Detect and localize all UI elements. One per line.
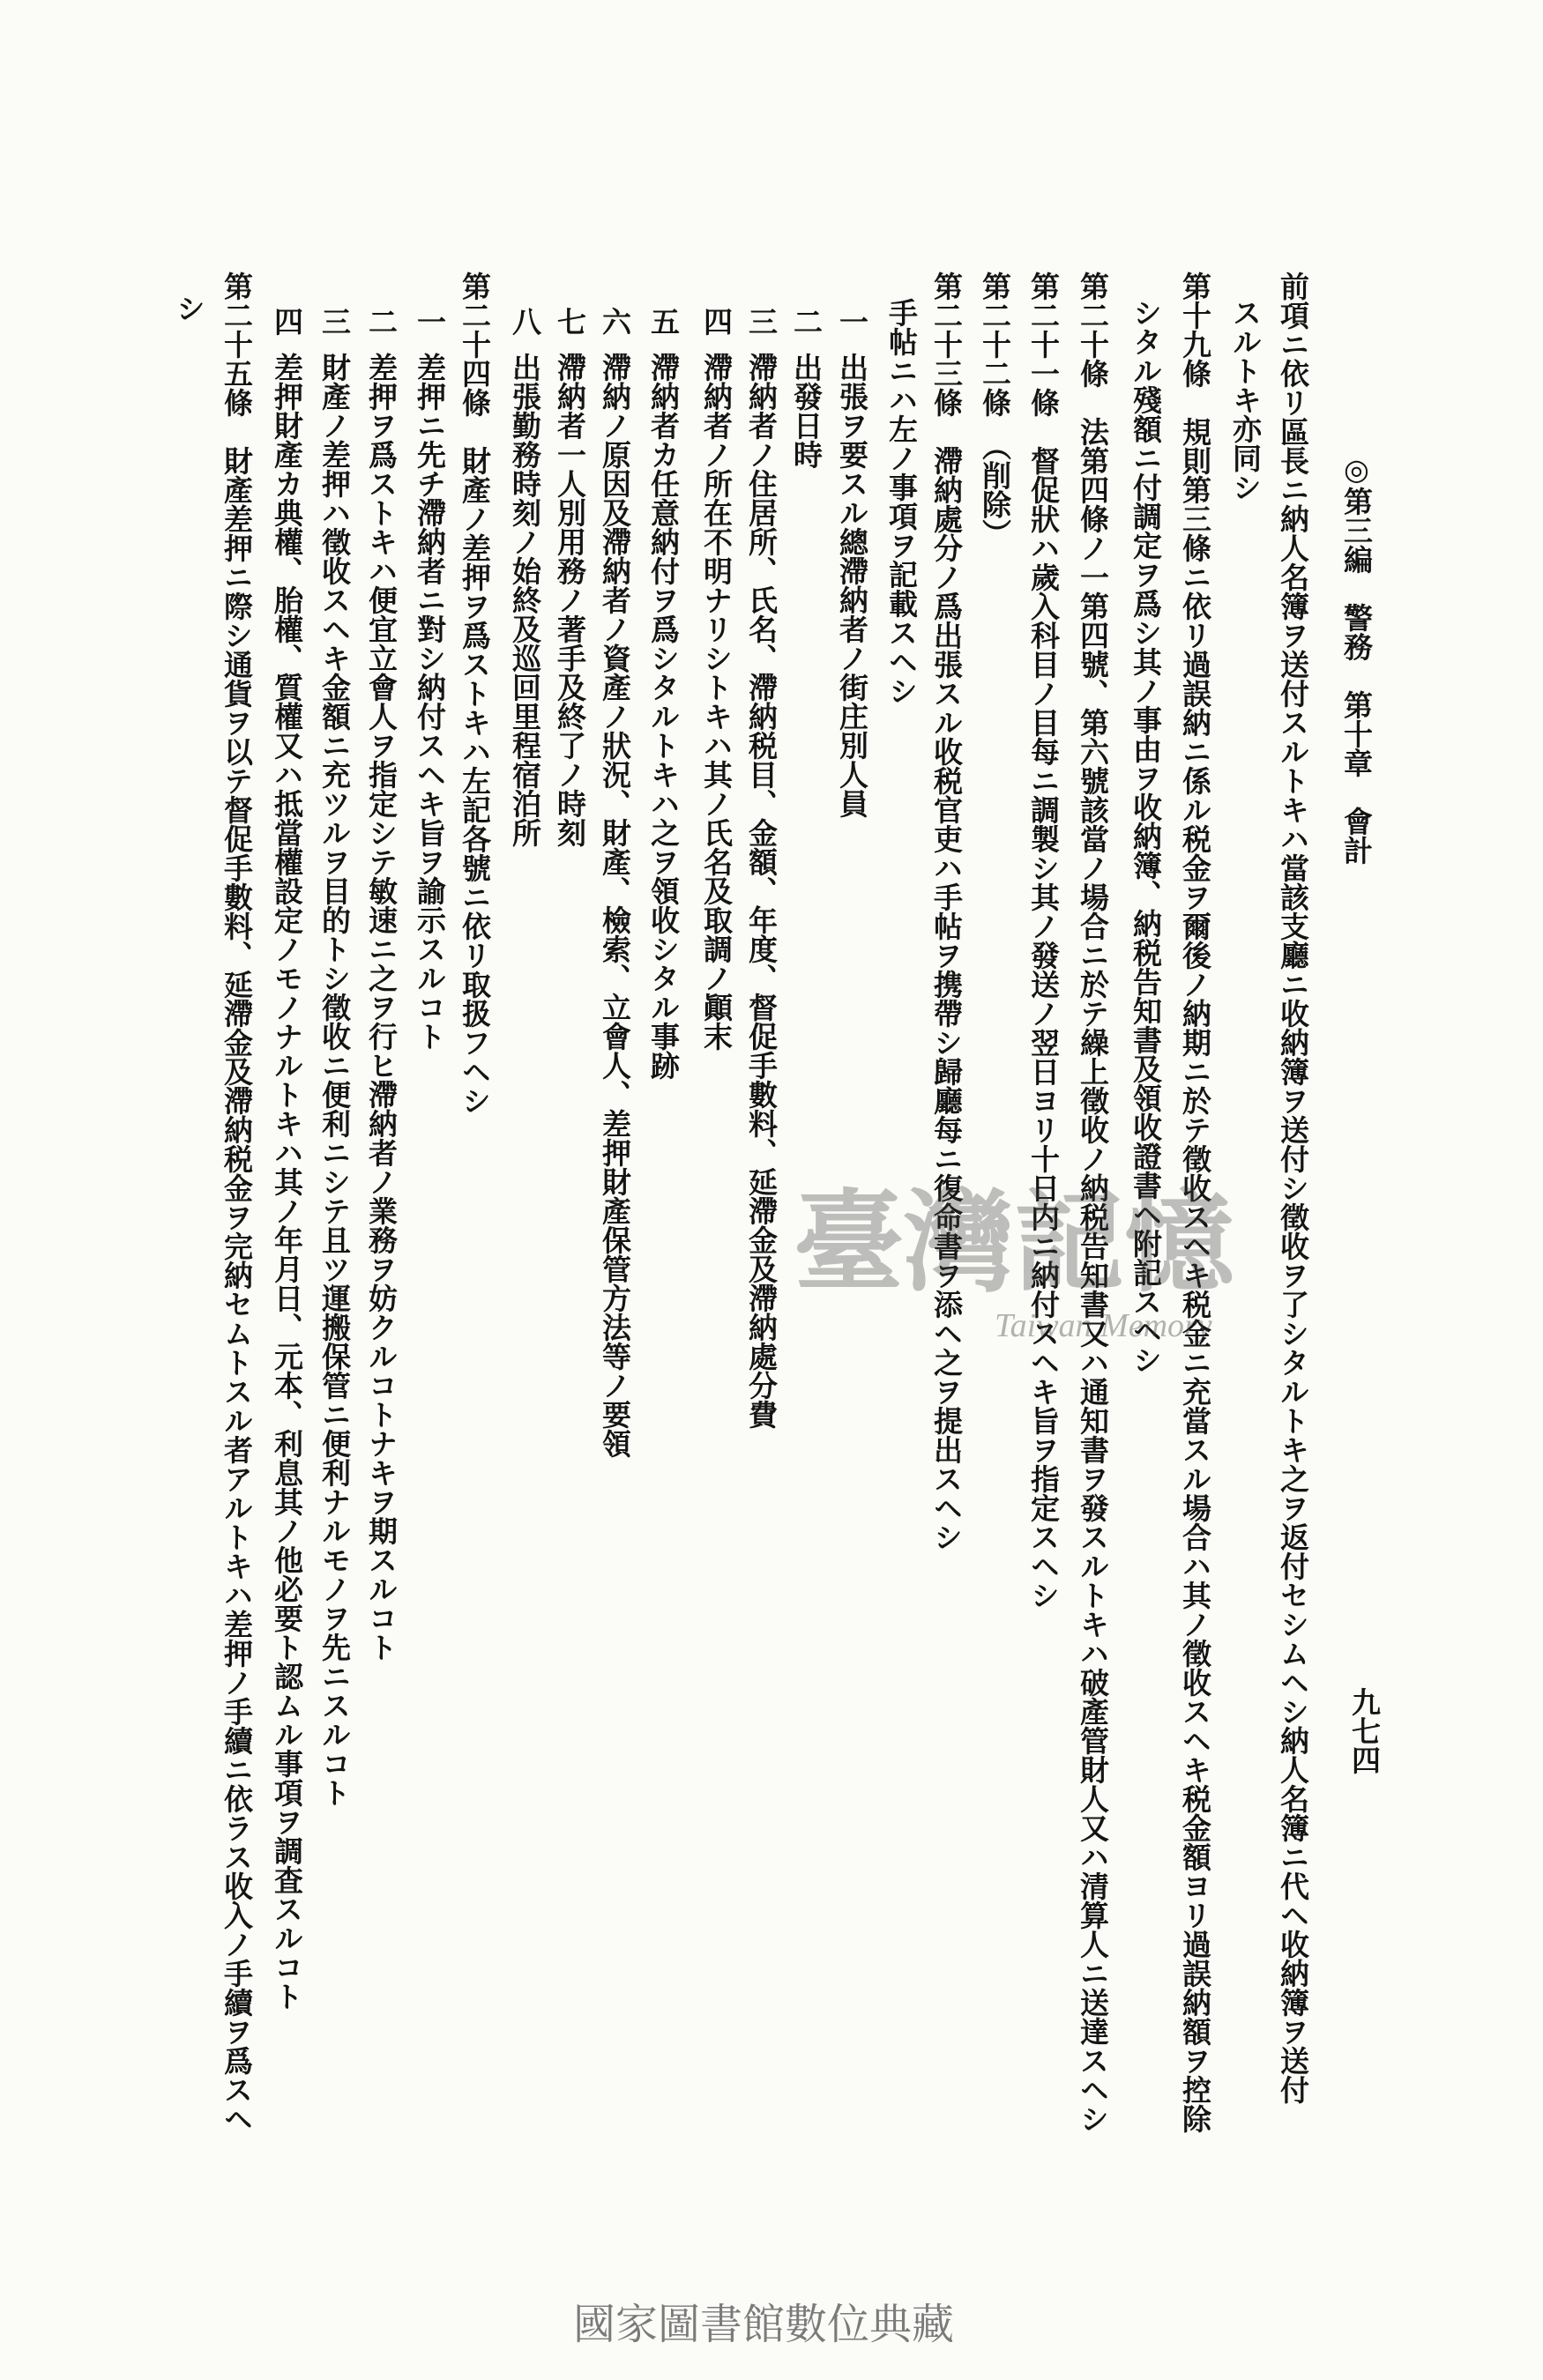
item-number: 三 bbox=[744, 307, 779, 336]
item-number: 五 bbox=[646, 307, 681, 336]
list-item: 差押ヲ爲ストキハ便宜立會人ヲ指定シテ敏速ニ之ヲ行ヒ滯納者ノ業務ヲ妨クルコトナキヲ期スルコト bbox=[364, 353, 399, 1662]
article-21: 第二十一條 督促狀ハ歲入科目ノ目每ニ調製シ其ノ發送ノ翌日ヨリ十日内ニ納付スヘキ旨ヲ指定スヘシ bbox=[1026, 271, 1061, 1610]
article-19-line-2: シタル殘額ニ付調定ヲ爲シ其ノ事由ヲ收納簿、納税告知書及領收證書ヘ附記スヘシ bbox=[1129, 298, 1163, 1374]
list-item: 滯納者カ任意納付ヲ爲シタルトキハ之ヲ領收シタル事跡 bbox=[646, 353, 681, 1080]
article-25-line-2: シ bbox=[172, 294, 206, 323]
item-number: 八 bbox=[508, 307, 542, 336]
watermark-subtitle: Taiwan Memory bbox=[995, 1307, 1212, 1344]
list-item: 出張勤務時刻ノ始終及巡回里程宿泊所 bbox=[508, 353, 542, 847]
article-19-line-1: 第十九條 規則第三條ニ依リ過誤納ニ係ル税金ヲ爾後ノ納期ニ於テ徵收スヘキ税金ニ充當スル場合ハ其ノ徵收スヘキ税金額ヨリ過誤納額ヲ控除 bbox=[1178, 271, 1212, 2133]
list-item: 滯納ノ原因及滯納者ノ資產ノ狀況、財產、檢索、立會人、差押財產保管方法等ノ要領 bbox=[598, 353, 632, 1458]
item-number: 四 bbox=[270, 307, 304, 336]
item-number: 二 bbox=[364, 307, 399, 336]
archive-footer: 國家圖書館數位典藏 bbox=[573, 2300, 955, 2349]
item-number: 二 bbox=[789, 307, 824, 336]
list-item: 差押ニ先チ滯納者ニ對シ納付スヘキ旨ヲ諭示スルコト bbox=[413, 353, 447, 1051]
item-number: 一 bbox=[835, 307, 869, 336]
article-23-line-2: 手帖ニハ左ノ事項ヲ記載スヘシ bbox=[884, 298, 919, 705]
item-number: 六 bbox=[598, 307, 632, 336]
list-item: 出發日時 bbox=[789, 353, 824, 469]
paragraph-line-2: スルトキ亦同シ bbox=[1228, 298, 1263, 502]
item-number: 四 bbox=[699, 307, 734, 336]
article-25-line-1: 第二十五條 財產差押ニ際シ通貨ヲ以テ督促手數料、延滯金及滯納税金ヲ完納セムトスル者アルトキハ差押ノ手續ニ依ラス收入ノ手續ヲ爲スヘ bbox=[220, 271, 254, 2133]
article-23-line-1: 第二十三條 滯納處分ノ爲出張スル收税官吏ハ手帖ヲ携帶シ歸廳每ニ復命書ヲ添ヘ之ヲ提出スヘシ bbox=[929, 271, 964, 1551]
list-item: 滯納者ノ所在不明ナリシトキハ其ノ氏名及取調ノ顚末 bbox=[699, 353, 734, 1051]
article-20: 第二十條 法第四條ノ一第四號、第六號該當ノ場合ニ於テ繰上徵收ノ納税告知書又ハ通知書ヲ發スルトキハ破產管財人又ハ清算人ニ送達スヘシ bbox=[1076, 271, 1110, 2133]
paragraph-line-1: 前項ニ依リ區長ニ納人名簿ヲ送付スルトキハ當該支廳ニ收納簿ヲ送付シ徵收ヲ了シタルトキ之ヲ返付セシムヘシ納人名簿ニ代ヘ收納簿ヲ送付 bbox=[1276, 271, 1310, 2104]
article-24: 第二十四條 財產ノ差押ヲ爲ストキハ左記各號ニ依リ取扱フヘシ bbox=[458, 271, 492, 1115]
list-item: 滯納者ノ住居所、氏名、滯納税目、金額、年度、督促手數料、延滯金及滯納處分費 bbox=[744, 353, 779, 1429]
list-item: 滯納者一人別用務ノ著手及終了ノ時刻 bbox=[553, 353, 587, 847]
list-item: 差押財產カ典權、胎權、質權又ハ抵當權設定ノモノナルトキハ其ノ年月日、元本、利息其ノ他必要ト認ムル事項ヲ調査スルコト bbox=[270, 353, 304, 2011]
article-22: 第二十二條 （削除） bbox=[978, 271, 1012, 548]
item-number: 七 bbox=[553, 307, 587, 336]
watermark-logo: 臺灣記憶 bbox=[794, 1179, 1234, 1307]
list-item: 財產ノ差押ハ徵收スヘキ金額ニ充ツルヲ目的トシ徵收ニ便利ニシテ且ツ運搬保管ニ便利ナルモノヲ先ニスルコト bbox=[317, 353, 352, 1807]
running-title: ◎第三編 警務 第十章 會計 bbox=[1339, 452, 1374, 865]
page-number: 九七四 bbox=[1347, 1687, 1382, 1774]
item-number: 一 bbox=[413, 307, 447, 336]
list-item: 出張ヲ要スル總滯納者ノ街庄別人員 bbox=[835, 353, 869, 818]
item-number: 三 bbox=[317, 307, 352, 336]
